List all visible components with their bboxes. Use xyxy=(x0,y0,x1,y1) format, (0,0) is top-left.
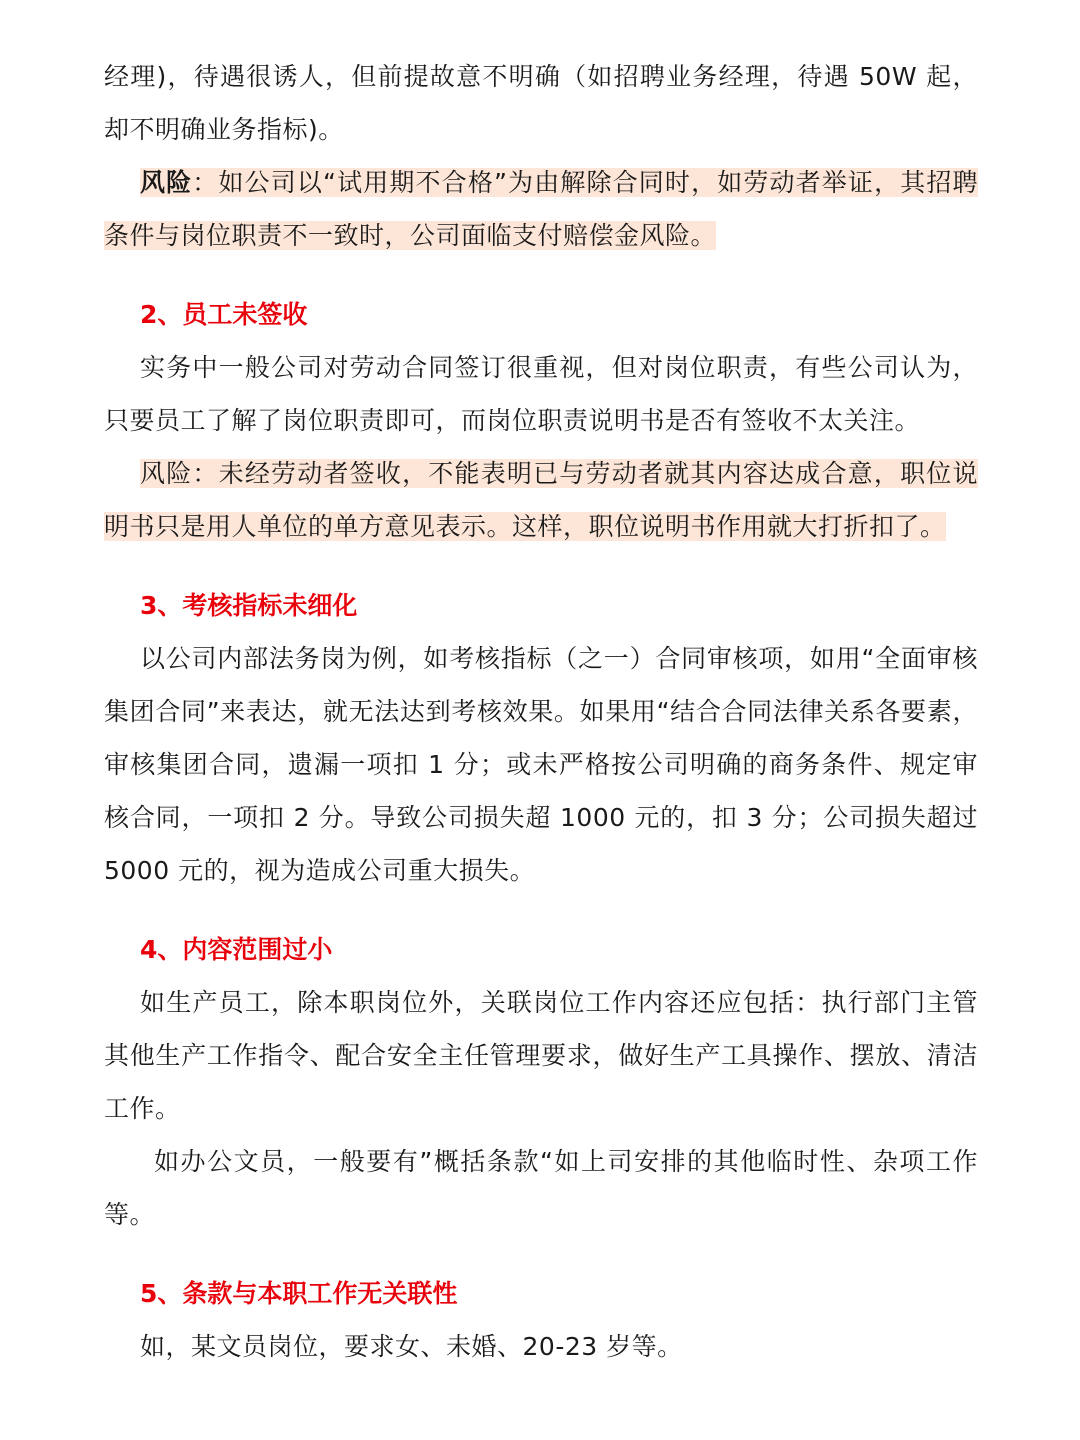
document-page xyxy=(104,50,978,1373)
section-heading-2: 2、员工未签收 xyxy=(140,300,308,329)
section-heading-4: 4、内容范围过小 xyxy=(140,935,333,964)
section-4-body: 如生产员工，除本职岗位外，关联岗位工作内容还应包括：执行部门主管其他生产工作指令、配合安全主任管理要求，做好生产工具操作、摆放、清洁工作。 xyxy=(104,988,978,1123)
section-heading-5: 5、条款与本职工作无关联性 xyxy=(140,1279,458,1308)
section-2-risk xyxy=(104,447,978,553)
risk-label: 风险 xyxy=(140,168,193,197)
section-4-body-2: 如办公文员，一般要有”概括条款“如上司安排的其他临时性、杂项工作等。 xyxy=(104,1147,978,1229)
risk-text: ：如公司以“试用期不合格”为由解除合同时，如劳动者举证，其招聘条件与岗位职责不一致时，公司面临支付赔偿金风险。 xyxy=(104,168,978,250)
section-2-risk-text: 风险：未经劳动者签收，不能表明已与劳动者就其内容达成合意，职位说明书只是用人单位的单方意见表示。这样，职位说明书作用就大打折扣了。 xyxy=(104,459,978,541)
intro-risk-paragraph xyxy=(104,156,978,262)
section-2-body: 实务中一般公司对劳动合同签订很重视，但对岗位职责，有些公司认为，只要员工了解了岗位职责即可，而岗位职责说明书是否有签收不太关注。 xyxy=(104,353,978,435)
section-3-body: 以公司内部法务岗为例，如考核指标（之一）合同审核项，如用“全面审核集团合同”来表达，就无法达到考核效果。如果用“结合合同法律关系各要素，审核集团合同，遗漏一项扣 1 分；或未严格按公司明确的商务条件、规定审核合同，一项扣 2 分。导致公司损失超 1000 元的，扣 3 分；公司损失超过 5000 元的，视为造成公司重大损失。 xyxy=(104,644,978,885)
intro-continuation: 经理)，待遇很诱人，但前提故意不明确（如招聘业务经理，待遇 50W 起，却不明确业务指标)。 xyxy=(104,62,978,144)
section-heading-3: 3、考核指标未细化 xyxy=(140,591,358,620)
section-5-body: 如，某文员岗位，要求女、未婚、20-23 岁等。 xyxy=(140,1332,683,1361)
